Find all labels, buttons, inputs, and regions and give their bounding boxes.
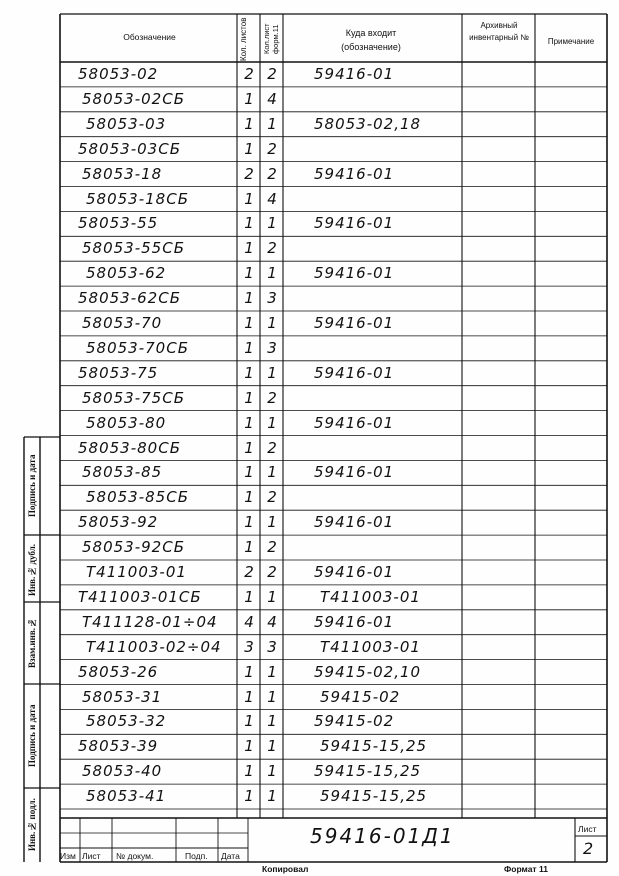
row-format: 1 xyxy=(267,214,277,233)
row-designation: 58053-18 xyxy=(82,164,163,183)
row-sheets: 2 xyxy=(244,563,254,581)
row-sheets: 1 xyxy=(244,513,254,532)
row-where-used: 59416-01 xyxy=(314,513,395,532)
row-sheets: 1 xyxy=(244,413,254,432)
row-format: 2 xyxy=(267,139,277,158)
row-sheets: 1 xyxy=(244,239,254,258)
row-format: 3 xyxy=(267,289,277,308)
row-format: 1 xyxy=(267,363,277,382)
row-format: 4 xyxy=(267,189,277,208)
side-label-dupl-inv: Инв.№ дубл. xyxy=(27,543,37,596)
row-sheets: 3 xyxy=(244,637,254,656)
row-where-used: 59416-01 xyxy=(314,612,395,631)
row-designation: 58053-03 xyxy=(86,114,167,133)
header-sheets-count: Кол. листов xyxy=(239,17,248,61)
side-label-instead-inv: Взам.инв.№ xyxy=(27,618,37,668)
row-designation: 58053-75СБ xyxy=(82,388,185,407)
row-format: 1 xyxy=(267,264,277,283)
row-designation: 58053-75 xyxy=(78,363,159,382)
row-designation: 58053-85 xyxy=(82,463,163,482)
row-sheets: 1 xyxy=(244,787,254,806)
row-format: 1 xyxy=(267,314,277,332)
row-designation: 58053-55СБ xyxy=(82,239,185,258)
row-format: 2 xyxy=(267,164,277,183)
row-designation: 58053-62СБ xyxy=(78,289,181,308)
row-sheets: 1 xyxy=(244,388,254,407)
row-designation: 58053-55 xyxy=(78,214,159,233)
row-format: 2 xyxy=(267,65,277,83)
row-format: 1 xyxy=(267,687,277,706)
tb-sheet-label: Лист xyxy=(578,824,597,834)
row-sheets: 1 xyxy=(244,538,254,557)
row-designation: Т411128-01÷04 xyxy=(82,612,218,631)
row-designation: 58053-62 xyxy=(86,264,167,283)
row-designation: 58053-02СБ xyxy=(82,89,185,108)
row-format: 1 xyxy=(267,662,277,681)
row-designation: 58053-92СБ xyxy=(82,538,185,557)
row-sheets: 2 xyxy=(244,65,254,83)
row-sheets: 1 xyxy=(244,214,254,233)
header-note: Примечание xyxy=(547,37,595,46)
row-format: 2 xyxy=(267,563,277,581)
tb-list: Лист xyxy=(82,851,101,861)
row-sheets: 1 xyxy=(244,762,254,781)
header-designation: Обозначение xyxy=(123,32,176,42)
footer-copied: Копировал xyxy=(262,864,309,874)
row-designation: 58053-03СБ xyxy=(78,139,181,158)
row-format: 1 xyxy=(267,114,277,133)
row-sheets: 1 xyxy=(244,662,254,681)
row-format: 4 xyxy=(267,612,277,631)
row-where-used: 59415-15,25 xyxy=(314,762,422,781)
tb-sign: Подп. xyxy=(185,851,208,861)
row-format: 1 xyxy=(267,587,277,606)
row-where-used: 59415-15,25 xyxy=(320,787,428,806)
row-format: 3 xyxy=(267,338,277,357)
row-format: 4 xyxy=(267,89,277,108)
row-format: 2 xyxy=(267,388,277,407)
row-where-used: 58053-02,18 xyxy=(314,114,422,133)
row-where-used: 59416-01 xyxy=(314,363,395,382)
row-where-used: 59416-01 xyxy=(314,164,395,183)
row-where-used: 59416-01 xyxy=(314,314,395,332)
row-where-used: 59415-02 xyxy=(314,712,395,731)
row-designation: 58053-41 xyxy=(86,787,167,806)
tb-izm: Изм xyxy=(60,851,76,861)
row-sheets: 1 xyxy=(244,488,254,507)
row-where-used: 59415-02 xyxy=(320,687,401,706)
row-sheets: 1 xyxy=(244,712,254,731)
row-designation: 58053-39 xyxy=(78,737,159,756)
row-format: 2 xyxy=(267,538,277,557)
row-designation: 58053-02 xyxy=(78,65,159,83)
row-format: 1 xyxy=(267,737,277,756)
row-designation: 58053-31 xyxy=(82,687,163,706)
row-where-used: 59416-01 xyxy=(314,214,395,233)
row-format: 1 xyxy=(267,762,277,781)
row-sheets: 1 xyxy=(244,687,254,706)
row-designation: 58053-70 xyxy=(82,314,163,332)
row-format: 1 xyxy=(267,413,277,432)
row-sheets: 1 xyxy=(244,289,254,308)
row-sheets: 1 xyxy=(244,338,254,357)
row-sheets: 1 xyxy=(244,89,254,108)
row-sheets: 2 xyxy=(244,164,254,183)
side-label-sign-date-top: Подпись и дата xyxy=(27,454,37,518)
row-designation: 58053-70СБ xyxy=(86,338,189,357)
row-format: 1 xyxy=(267,712,277,731)
row-designation: 58053-85СБ xyxy=(86,488,189,507)
row-designation: 58053-40 xyxy=(82,762,163,781)
row-designation: 58053-18СБ xyxy=(86,189,189,208)
row-designation: 58053-26 xyxy=(78,662,159,681)
row-designation: 58053-80СБ xyxy=(78,438,181,457)
row-where-used: Т411003-01 xyxy=(320,587,421,606)
row-sheets: 1 xyxy=(244,114,254,133)
row-sheets: 1 xyxy=(244,737,254,756)
side-label-sign-date-bottom: Подпись и дата xyxy=(27,704,37,768)
row-format: 1 xyxy=(267,463,277,482)
row-sheets: 1 xyxy=(244,463,254,482)
tb-date: Дата xyxy=(221,851,240,861)
document-number: 59416-01Д1 xyxy=(310,824,455,848)
row-where-used: 59416-01 xyxy=(314,463,395,482)
header-where-used: Куда входит (обозначение) xyxy=(341,28,401,52)
row-sheets: 1 xyxy=(244,363,254,382)
row-format: 2 xyxy=(267,438,277,457)
row-format: 2 xyxy=(267,239,277,258)
row-where-used: 59415-02,10 xyxy=(314,662,422,681)
row-designation: 58053-32 xyxy=(86,712,167,731)
row-where-used: Т411003-01 xyxy=(320,637,421,656)
row-format: 2 xyxy=(267,488,277,507)
row-where-used: 59416-01 xyxy=(314,65,395,83)
row-designation: 58053-80 xyxy=(86,413,167,432)
row-designation: Т411003-02÷04 xyxy=(86,637,222,656)
row-where-used: 59416-01 xyxy=(314,413,395,432)
row-where-used: 59416-01 xyxy=(314,563,395,581)
row-designation: Т411003-01СБ xyxy=(78,587,202,606)
row-where-used: 59415-15,25 xyxy=(320,737,428,756)
row-sheets: 1 xyxy=(244,438,254,457)
side-label-orig-inv: Инв.№ подл. xyxy=(27,798,37,852)
header-format-count: Кол.лист форм.11 xyxy=(262,23,280,55)
row-sheets: 1 xyxy=(244,139,254,158)
row-sheets: 1 xyxy=(244,314,254,332)
tb-sheet-number: 2 xyxy=(583,839,595,858)
row-sheets: 1 xyxy=(244,264,254,283)
header-archive: Архивный инвентарный № xyxy=(469,21,529,42)
tb-doc-no: № докум. xyxy=(116,851,154,861)
row-where-used: 59416-01 xyxy=(314,264,395,283)
row-format: 1 xyxy=(267,513,277,532)
row-format: 1 xyxy=(267,787,277,806)
row-sheets: 1 xyxy=(244,189,254,208)
row-sheets: 4 xyxy=(244,612,254,631)
footer-format: Формат 11 xyxy=(504,864,548,874)
row-designation: 58053-92 xyxy=(78,513,159,532)
row-sheets: 1 xyxy=(244,587,254,606)
row-designation: Т411003-01 xyxy=(86,563,187,581)
row-format: 3 xyxy=(267,637,277,656)
